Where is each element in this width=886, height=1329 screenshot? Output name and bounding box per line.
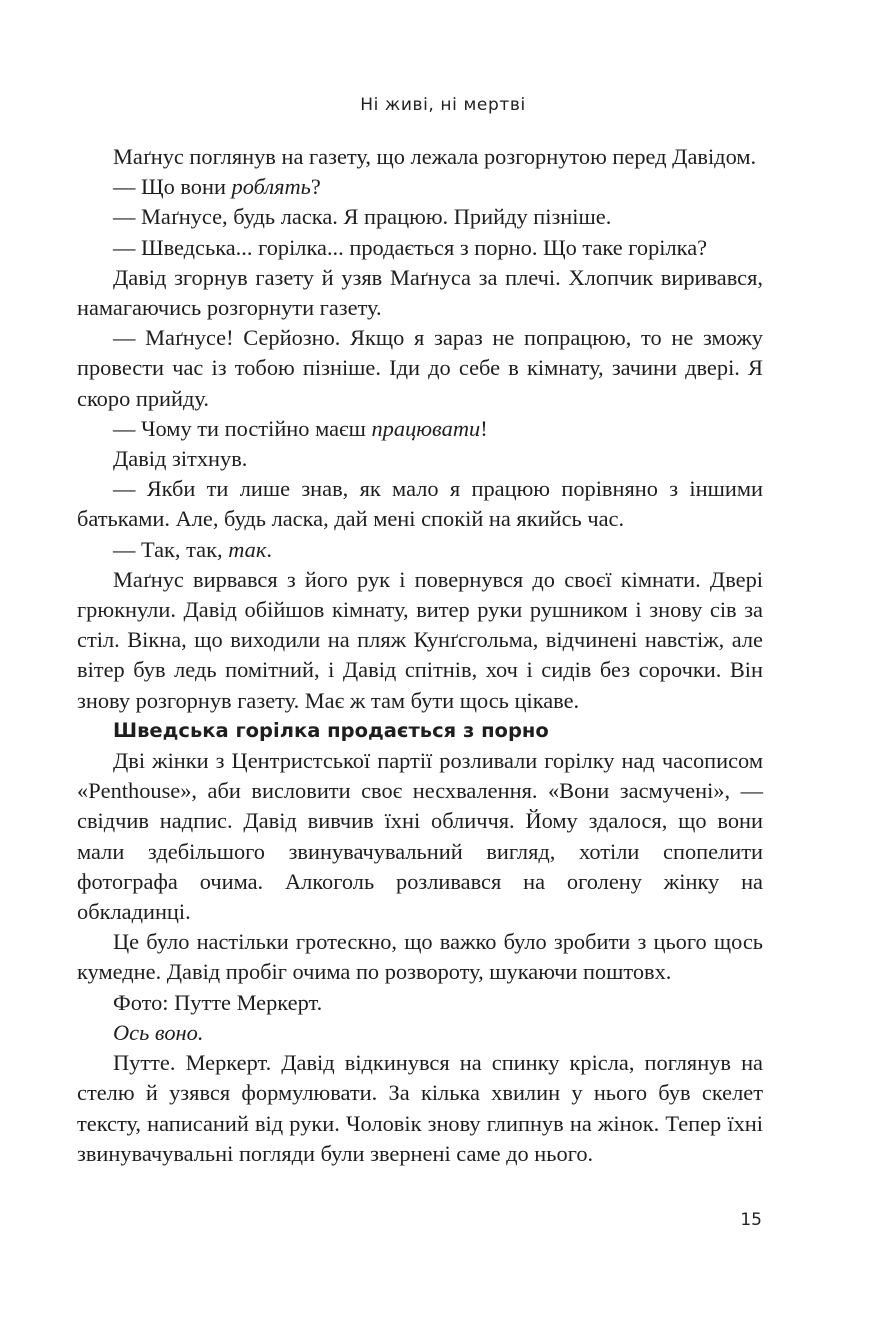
paragraph (77, 474, 763, 534)
paragraph (77, 142, 763, 172)
paragraph (77, 233, 763, 263)
text-run: . (266, 536, 272, 562)
italic-text: так (228, 536, 267, 562)
paragraph (77, 927, 763, 987)
text-run: — Чому ти постійно маєш (113, 415, 372, 441)
text-run: Маґнус вирвався з його рук і повернувся до своєї кімнати. Двері грюкнули. Давід обійшов кімнату, витер руки рушником і знову сів за стіл. Вікна, що виходили на пляж Кунґсгольма, відчинені навстіж, але вітер був ледь помітний, і Давід спітнів, хоч і сидів без сорочки. Він знову розгорнув газету. Має ж там бути щось цікаве. (77, 566, 763, 713)
paragraph (77, 172, 763, 202)
body-text (77, 142, 763, 1169)
text-run: Фото: Путте Меркерт. (113, 989, 323, 1015)
running-head: Ні живі, ні мертві (360, 95, 526, 115)
text-run: Давід зітхнув. (113, 446, 248, 472)
page-number: 15 (740, 1210, 762, 1230)
text-run: Давід згорнув газету й узяв Маґнуса за плечі. Хлопчик виривався, намагаючись розгорнути газету. (77, 264, 763, 321)
paragraph (77, 746, 763, 927)
text-run: ? (310, 174, 321, 200)
italic-text: Ось воно. (113, 1019, 204, 1045)
text-run: Дві жінки з Центристської партії розливали горілку над часописом «Penthouse», аби висловити своє несхвалення. «Вони засмучені», — свідчив надпис. Давід вивчив їхні обличчя. Йому здалося, що вони мали здебільшого звинувачувальний вигляд, хотіли спопелити фотографа очима. Алкоголь розливався на оголену жінку на обкладинці. (77, 748, 763, 925)
text-run: Путте. Меркерт. Давід відкинувся на спинку крісла, поглянув на стелю й узявся формулювати. За кілька хвилин у нього був скелет тексту, написаний від руки. Чоловік знову глипнув на жінок. Тепер їхні звинувачувальні погляди були звернені саме до нього. (77, 1050, 763, 1166)
paragraph (77, 565, 763, 716)
text-run: — Маґнусе! Серйозно. Якщо я зараз не попрацюю, то не зможу провести час із тобою пізніше. Іди до себе в кімнату, зачини двері. Я скоро прийду. (77, 325, 763, 411)
paragraph (77, 444, 763, 474)
text-run: Маґнус поглянув на газету, що лежала розгорнутою перед Давідом. (113, 144, 757, 169)
paragraph (77, 202, 763, 232)
text-run: — Якби ти лише знав, як мало я працюю порівняно з іншими батьками. Але, будь ласка, дай мені спокій на якийсь час. (77, 476, 763, 532)
paragraph (77, 323, 763, 414)
text-run: — Шведська... горілка... продається з порно. Що таке горілка? (113, 234, 708, 260)
text-run: Це було настільки гротескно, що важко було зробити з цього щось кумедне. Давід пробіг очима по розвороту, шукаючи поштовх. (77, 929, 763, 985)
italic-text: роблять (231, 174, 311, 200)
paragraph (77, 1048, 763, 1169)
text-run: ! (480, 415, 488, 441)
italic-text: працювати (371, 415, 481, 441)
paragraph (77, 1018, 763, 1048)
paragraph (77, 988, 763, 1018)
text-run: — Так, так, (113, 536, 229, 562)
section-subheading (77, 716, 763, 746)
text-run: — Що вони (113, 174, 232, 200)
text-run: — Маґнусе, будь ласка. Я працюю. Прийду пізніше. (113, 204, 612, 230)
paragraph (77, 414, 763, 444)
text-run: Шведська горілка продається з порно (113, 718, 549, 742)
paragraph (77, 263, 763, 323)
paragraph (77, 535, 763, 565)
